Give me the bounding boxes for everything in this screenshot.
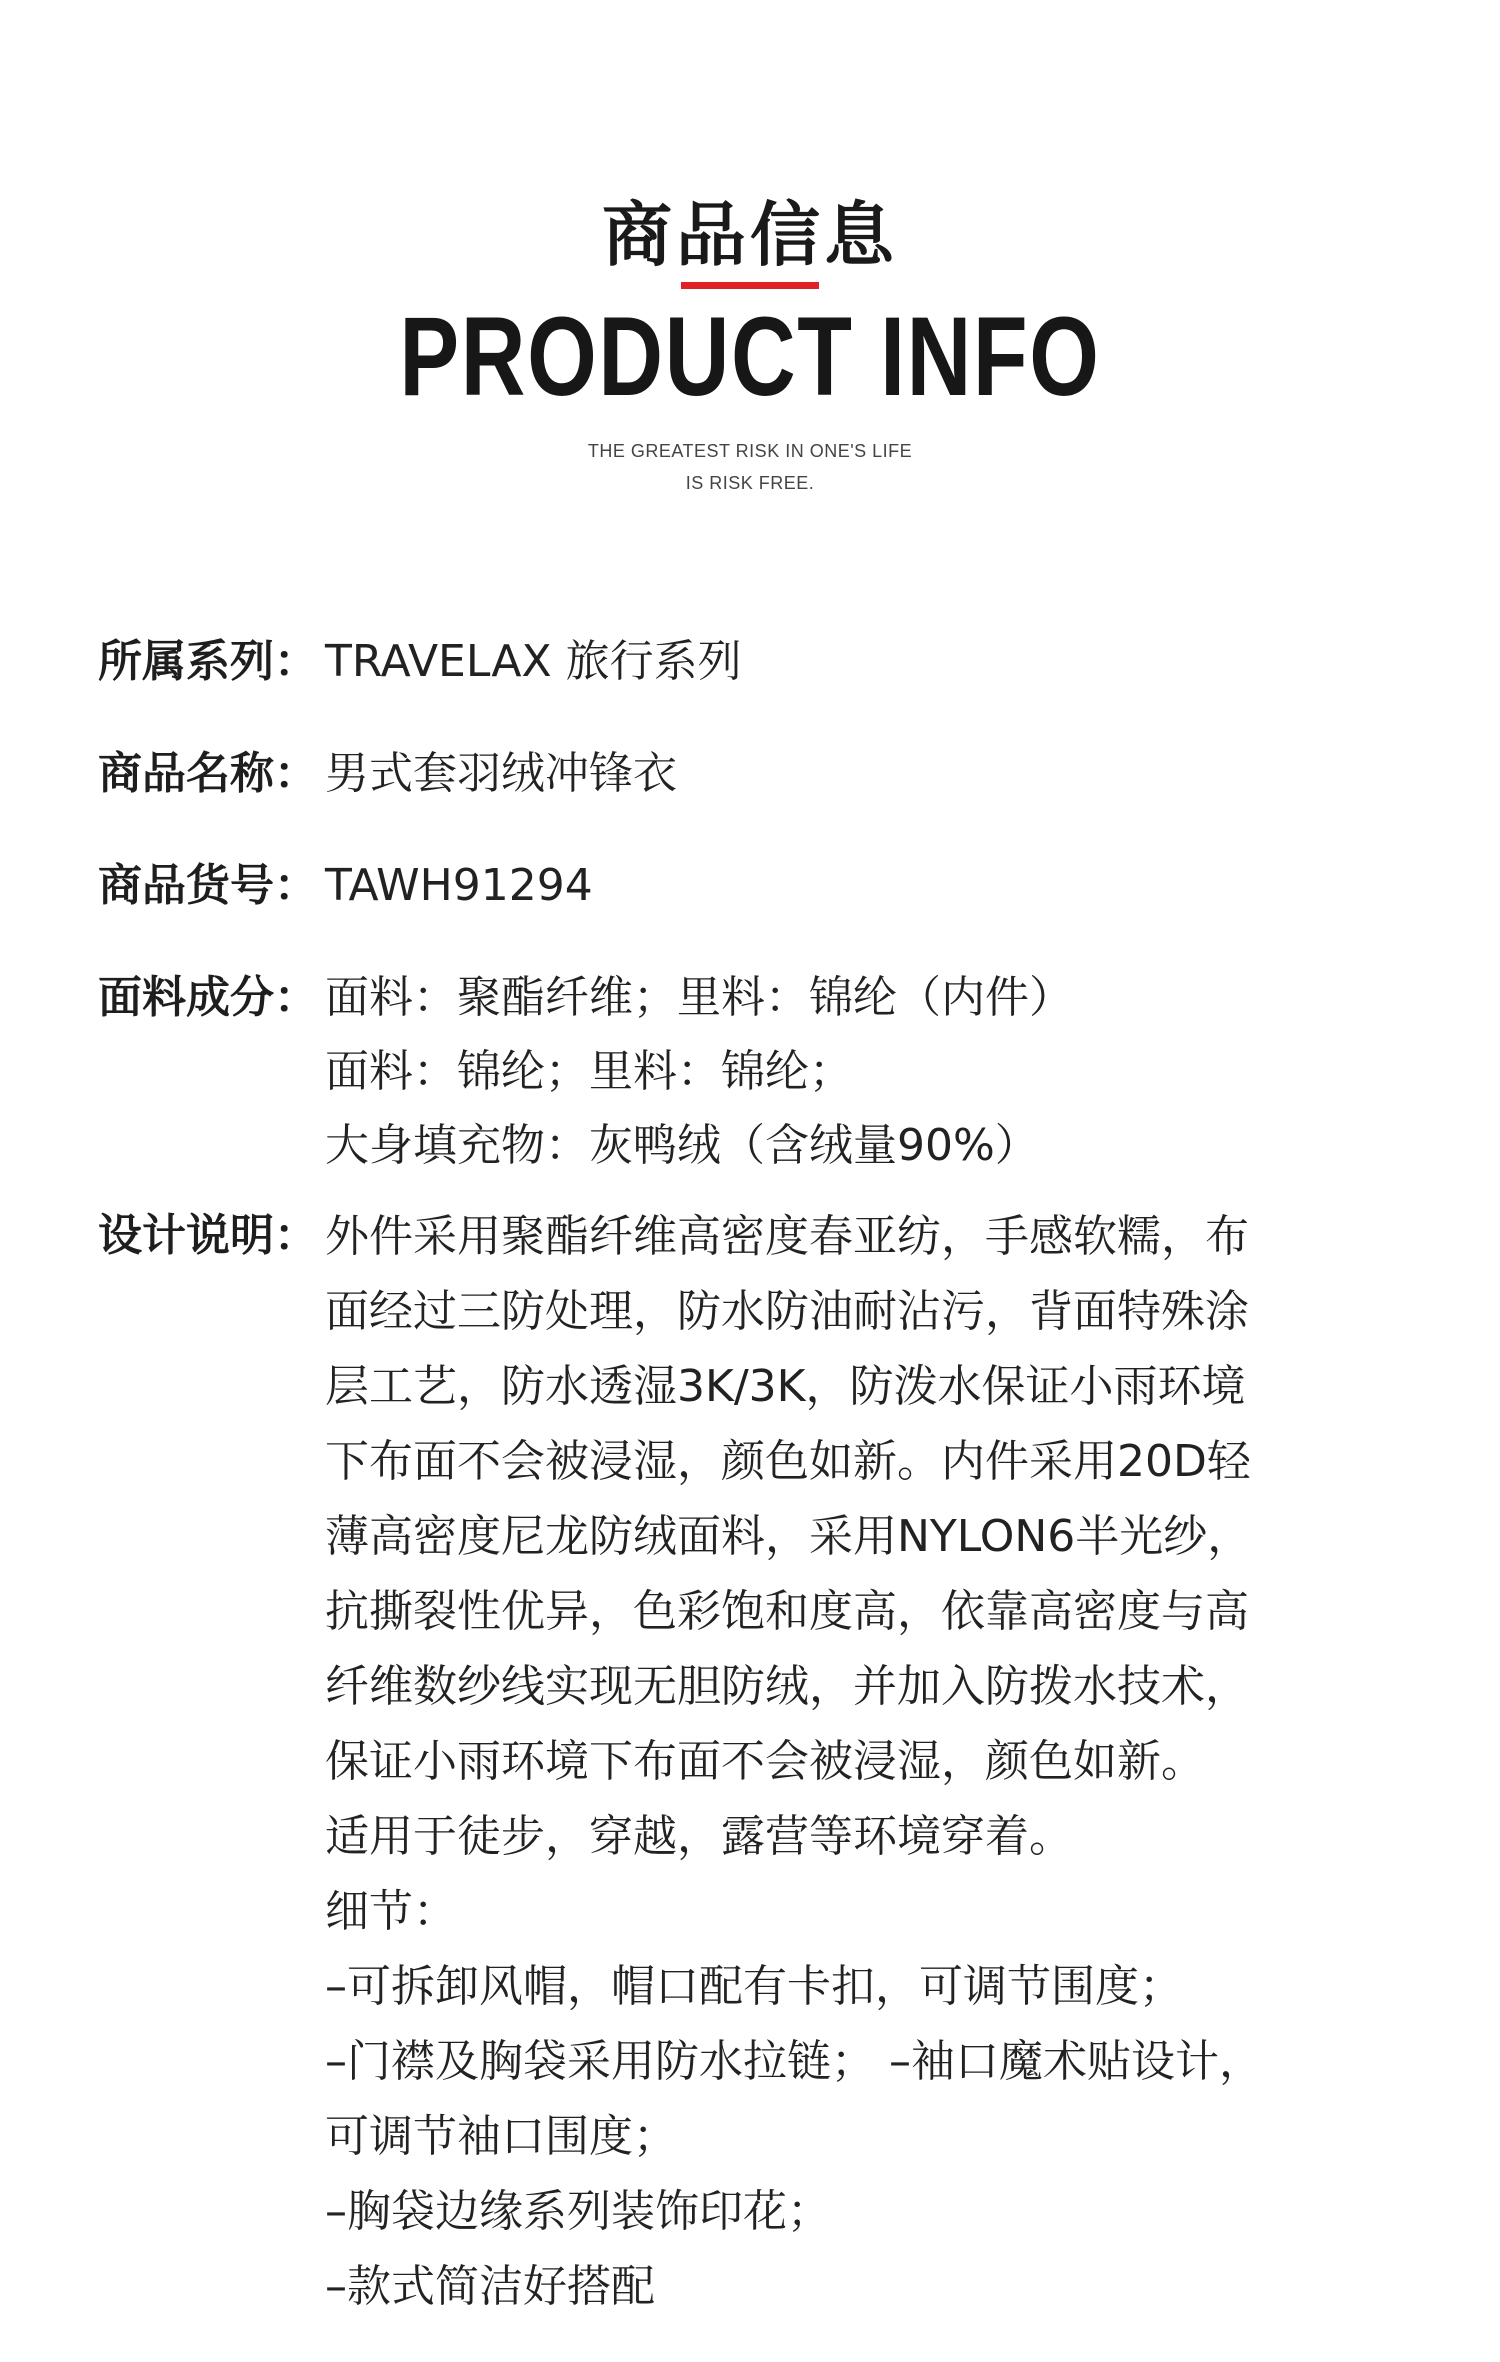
- spec-value-lines: [325, 1199, 1408, 2324]
- design-line: 面经过三防处理，防水防油耐沾污，背面特殊涂: [325, 1286, 1249, 1337]
- fabric-line: 大身填充物：灰鸭绒（含绒量90%）: [325, 1120, 1039, 1171]
- design-line: 纤维数纱线实现无胆防绒，并加入防拨水技术，: [325, 1661, 1249, 1712]
- title-chinese: 商品信息: [602, 194, 898, 276]
- spec-row-fabric: [98, 961, 1408, 1183]
- spec-label: 商品货号：: [98, 860, 318, 911]
- product-info-header: [0, 190, 1500, 499]
- design-line: –门襟及胸袋采用防水拉链； –袖口魔术贴设计，: [325, 2036, 1263, 2087]
- spec-label: 所属系列：: [98, 636, 318, 687]
- spec-value: TAWH91294: [325, 860, 593, 911]
- spec-value-lines: [325, 961, 1408, 1183]
- spec-row-series: [98, 625, 1408, 699]
- design-line: 适用于徒步，穿越，露营等环境穿着。: [325, 1811, 1073, 1862]
- slogan: [0, 435, 1500, 499]
- spec-value: 男式套羽绒冲锋衣: [325, 748, 677, 799]
- design-line: 抗撕裂性优异，色彩饱和度高，依靠高密度与高: [325, 1586, 1249, 1637]
- design-line: –可拆卸风帽，帽口配有卡扣，可调节围度；: [325, 1961, 1183, 2012]
- fabric-line: 面料：锦纶；里料：锦纶；: [325, 1046, 853, 1097]
- design-line: –胸袋边缘系列装饰印花；: [325, 2186, 831, 2237]
- spec-row-design: [98, 1199, 1408, 2324]
- design-line: 外件采用聚酯纤维高密度春亚纺，手感软糯，布: [325, 1211, 1249, 1262]
- title-english: PRODUCT INFO: [399, 294, 1101, 419]
- spec-label: 商品名称：: [98, 748, 318, 799]
- design-line: –款式简洁好搭配: [325, 2261, 655, 2312]
- design-line: 保证小雨环境下布面不会被浸湿，颜色如新。: [325, 1736, 1205, 1787]
- spec-label: 面料成分：: [98, 972, 318, 1023]
- spec-row-sku: [98, 849, 1408, 923]
- spec-label: 设计说明：: [98, 1210, 318, 1261]
- product-spec-list: [98, 625, 1408, 2362]
- design-line: 可调节袖口围度；: [325, 2111, 677, 2162]
- design-line: 薄高密度尼龙防绒面料，采用NYLON6半光纱，: [325, 1511, 1252, 1562]
- spec-row-name: [98, 737, 1408, 811]
- design-line: 下布面不会被浸湿，颜色如新。内件采用20D轻: [325, 1436, 1251, 1487]
- title-underline-accent: [681, 282, 819, 289]
- design-line: 细节：: [325, 1886, 457, 1937]
- design-line: 层工艺，防水透湿3K/3K，防泼水保证小雨环境: [325, 1361, 1246, 1412]
- slogan-line-2: IS RISK FREE.: [685, 473, 815, 493]
- fabric-line: 面料：聚酯纤维；里料：锦纶（内件）: [325, 972, 1073, 1023]
- spec-value: TRAVELAX 旅行系列: [325, 636, 742, 687]
- slogan-line-1: THE GREATEST RISK IN ONE'S LIFE: [587, 441, 913, 461]
